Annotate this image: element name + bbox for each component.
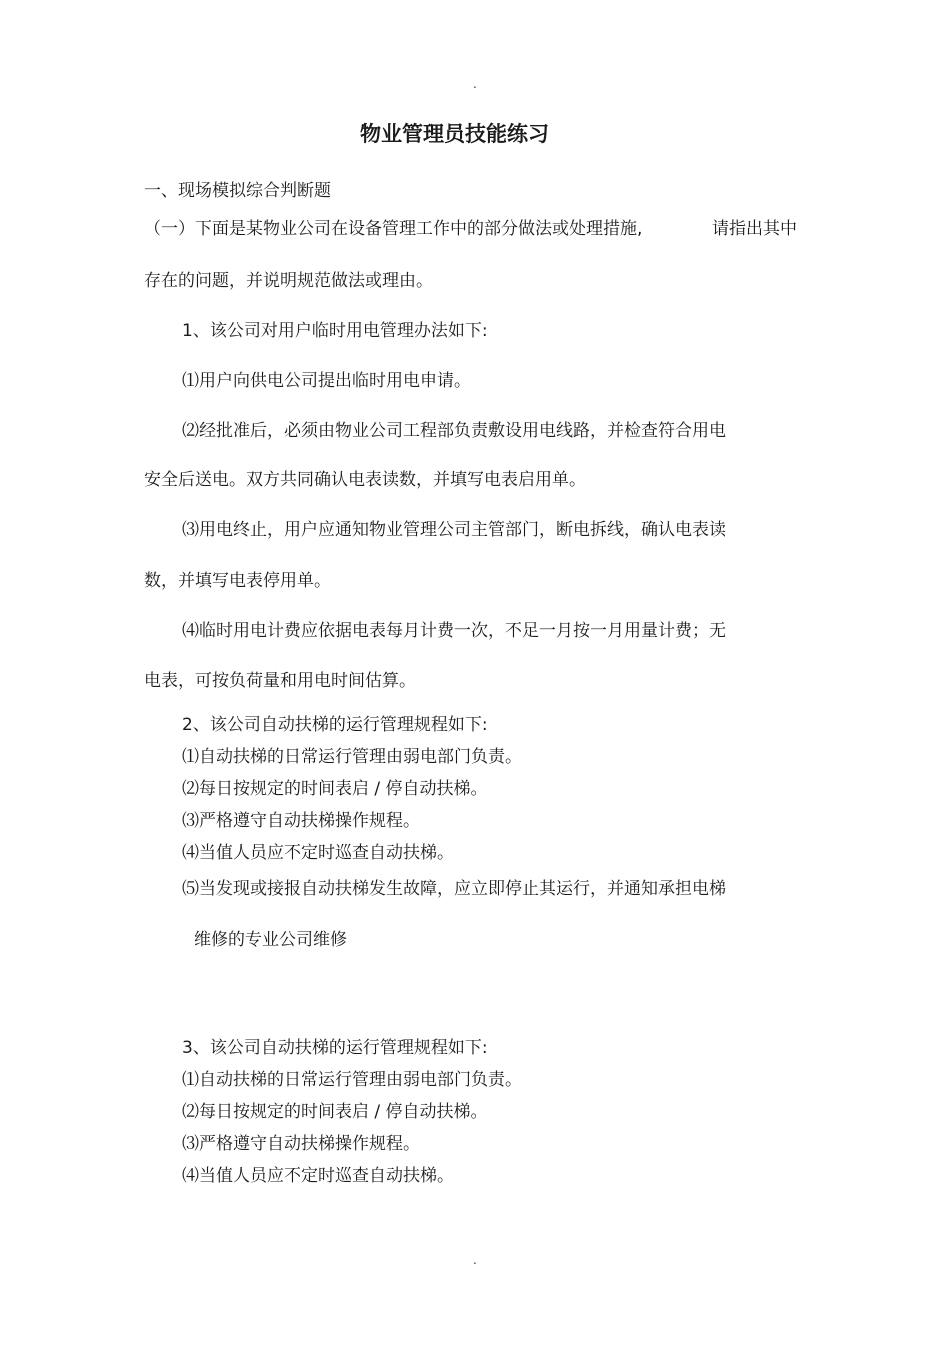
footer-dot: . xyxy=(473,1253,477,1267)
question-2-item-1: ⑴自动扶梯的日常运行管理由弱电部门负责。 xyxy=(182,747,522,767)
question-1-item-2: ⑵经批准后，必须由物业公司工程部负责敷设用电线路，并检查符合用电 xyxy=(182,421,726,441)
intro-text-part1: （一）下面是某物业公司在设备管理工作中的部分做法或处理措施, xyxy=(144,219,643,239)
question-1-item-3: ⑶用电终止，用户应通知物业管理公司主管部门，断电拆线，确认电表读 xyxy=(182,520,726,540)
question-2-item-4: ⑷当值人员应不定时巡查自动扶梯。 xyxy=(182,843,454,863)
header-dot: . xyxy=(473,77,477,91)
intro-text-line2: 存在的问题，并说明规范做法或理由。 xyxy=(144,271,433,291)
question-3-heading: 3、该公司自动扶梯的运行管理规程如下: xyxy=(182,1038,488,1058)
section-heading: 一、现场模拟综合判断题 xyxy=(144,181,331,201)
question-2-item-2: ⑵每日按规定的时间表启 / 停自动扶梯。 xyxy=(182,779,488,799)
question-2-item-5-cont: 维修的专业公司维修 xyxy=(194,930,347,950)
intro-text-part2: 请指出其中 xyxy=(712,219,797,239)
question-3-item-4: ⑷当值人员应不定时巡查自动扶梯。 xyxy=(182,1166,454,1186)
question-1-item-1: ⑴用户向供电公司提出临时用电申请。 xyxy=(182,371,471,391)
question-3-item-2: ⑵每日按规定的时间表启 / 停自动扶梯。 xyxy=(182,1102,488,1122)
question-3-item-1: ⑴自动扶梯的日常运行管理由弱电部门负责。 xyxy=(182,1070,522,1090)
question-1-item-4: ⑷临时用电计费应依据电表每月计费一次，不足一月按一月用量计费；无 xyxy=(182,621,726,641)
question-2-item-5: ⑸当发现或接报自动扶梯发生故障，应立即停止其运行，并通知承担电梯 xyxy=(182,879,726,899)
page-title: 物业管理员技能练习 xyxy=(360,122,549,146)
question-2-heading: 2、该公司自动扶梯的运行管理规程如下: xyxy=(182,715,488,735)
question-1-item-3-cont: 数，并填写电表停用单。 xyxy=(144,571,331,591)
question-1-item-2-cont: 安全后送电。双方共同确认电表读数，并填写电表启用单。 xyxy=(144,470,586,490)
question-1-heading: 1、该公司对用户临时用电管理办法如下: xyxy=(182,321,488,341)
question-2-item-3: ⑶严格遵守自动扶梯操作规程。 xyxy=(182,811,420,831)
question-3-item-3: ⑶严格遵守自动扶梯操作规程。 xyxy=(182,1134,420,1154)
question-1-item-4-cont: 电表，可按负荷量和用电时间估算。 xyxy=(144,671,416,691)
